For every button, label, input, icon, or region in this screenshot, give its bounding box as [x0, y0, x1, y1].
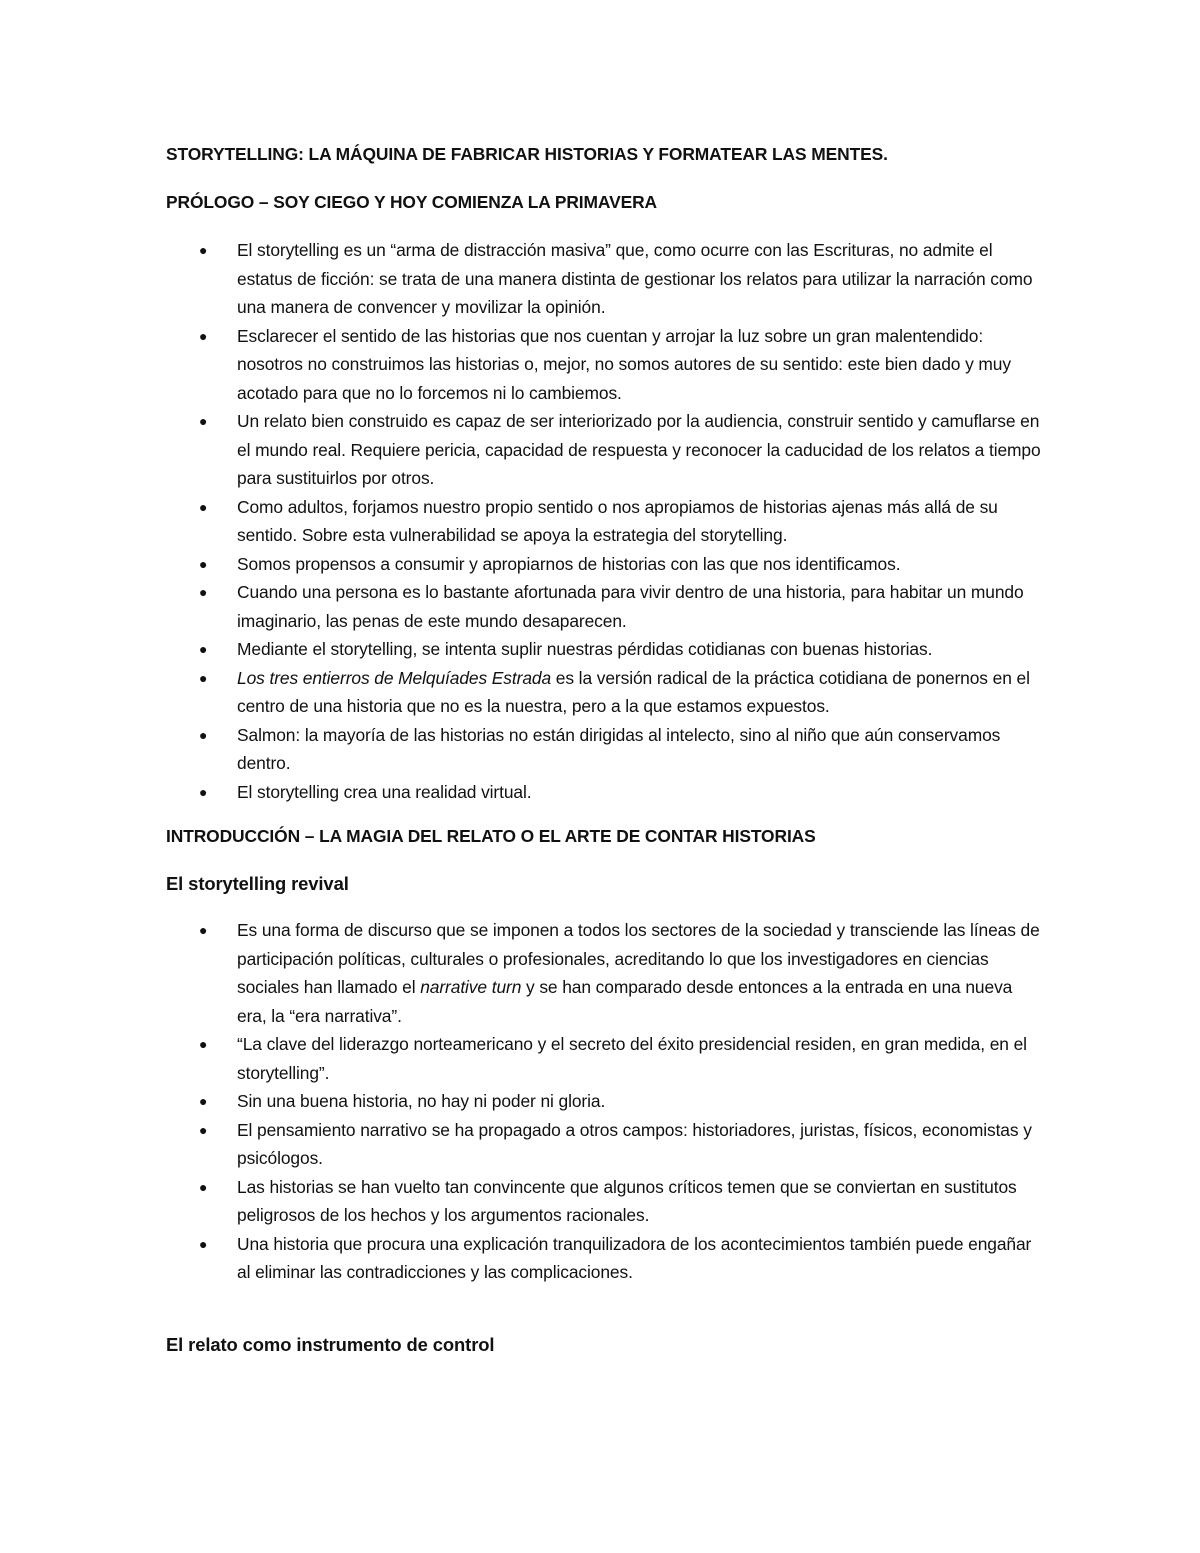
list-item-text: Cuando una persona es lo bastante afortunada para vivir dentro de una historia, para habitar un mundo imaginario, las penas de este mundo desaparecen.	[237, 582, 1024, 631]
prologue-bullet-list	[166, 236, 1046, 806]
bullet-icon: ●	[199, 413, 208, 429]
film-title: Los tres entierros de Melquíades Estrada	[237, 667, 552, 688]
list-item-text: El storytelling es un “arma de distracción masiva” que, como ocurre con las Escrituras, no admite el estatus de ficción: se trata de una manera distinta de gestionar los relatos para utilizar la narración como una manera de convencer y movilizar la opinión.	[237, 240, 1033, 317]
list-item	[166, 1116, 1046, 1173]
bullet-icon: ●	[199, 641, 208, 657]
list-item-text: Sin una buena historia, no hay ni poder ni gloria.	[237, 1091, 606, 1111]
list-item	[166, 322, 1046, 408]
document-title: STORYTELLING: LA MÁQUINA DE FABRICAR HISTORIAS Y FORMATEAR LAS MENTES.	[166, 144, 888, 164]
list-item	[166, 236, 1046, 322]
bullet-icon: ●	[199, 1178, 208, 1195]
document-page	[166, 140, 1046, 1377]
list-item	[166, 550, 1046, 579]
list-item-text: Esclarecer el sentido de las historias que nos cuentan y arrojar la luz sobre un gran malentendido: nosotros no construimos las historias o, mejor, no somos autores de su sentido: este bien dado y muy acotado para que no lo forcemos ni lo cambiemos.	[237, 325, 1011, 403]
list-item-text: El storytelling crea una realidad virtual.	[237, 781, 532, 802]
list-item-text: El pensamiento narrativo se ha propagado a otros campos: historiadores, juristas, físicos, economistas y psicólogos.	[237, 1119, 1032, 1168]
bullet-icon: ●	[199, 669, 208, 686]
list-item-text: y se han comparado desde entonces a la entrada en una nueva era, la “era narrativa”.	[237, 977, 1013, 1026]
control-subheading: El relato como instrumento de control	[166, 1333, 495, 1355]
bullet-icon: ●	[199, 584, 208, 600]
list-item-text: Salmon: la mayoría de las historias no están dirigidas al intelecto, sino al niño que aún conservamos dentro.	[237, 724, 1001, 773]
list-item	[166, 916, 1046, 1030]
bullet-icon: ●	[199, 726, 208, 743]
list-item	[166, 778, 1046, 807]
section-spacer	[166, 1303, 1046, 1331]
prologue-heading: PRÓLOGO – SOY CIEGO Y HOY COMIENZA LA PRIMAVERA	[166, 192, 658, 212]
bullet-icon: ●	[199, 327, 208, 344]
bullet-icon: ●	[199, 922, 208, 938]
storytelling-revival-subheading: El storytelling revival	[166, 873, 349, 894]
list-item-text: es la versión radical de la práctica cotidiana de ponernos en el centro de una historia que no es la nuestra, pero a la que estamos expuestos.	[237, 667, 1030, 716]
list-item	[166, 635, 1046, 664]
bullet-icon: ●	[199, 242, 208, 258]
bullet-icon: ●	[199, 783, 208, 800]
introduction-bullet-list	[166, 916, 1046, 1287]
introduction-heading: INTRODUCCIÓN – LA MAGIA DEL RELATO O EL ARTE DE CONTAR HISTORIAS	[166, 826, 816, 846]
list-item	[166, 493, 1046, 550]
list-item	[166, 1230, 1046, 1287]
bullet-icon: ●	[199, 1235, 208, 1252]
list-item-text: Mediante el storytelling, se intenta suplir nuestras pérdidas cotidianas con buenas historias.	[237, 639, 933, 659]
bullet-icon: ●	[199, 1121, 208, 1138]
bullet-icon: ●	[199, 1036, 208, 1052]
list-item-text: Es una forma de discurso que se imponen a todos los sectores de la sociedad y transciende las líneas de participación políticas, culturales o profesionales, acreditando lo que los investigadores en ciencias sociales han llamado el	[237, 920, 1040, 997]
list-item-text: Como adultos, forjamos nuestro propio sentido o nos apropiamos de historias ajenas más allá de su sentido. Sobre esta vulnerabilidad se apoya la estrategia del storytelling.	[237, 496, 998, 545]
bullet-icon: ●	[199, 1093, 208, 1109]
list-item	[166, 1030, 1046, 1087]
list-item	[166, 721, 1046, 778]
list-item	[166, 1173, 1046, 1230]
list-item	[166, 664, 1046, 721]
list-item-text: Las historias se han vuelto tan convincente que algunos críticos temen que se conviertan en sustitutos peligrosos de los hechos y los argumentos racionales.	[237, 1176, 1017, 1225]
list-item-text: Somos propensos a consumir y apropiarnos de historias con las que nos identificamos.	[237, 553, 901, 574]
list-item	[166, 407, 1046, 493]
list-item-text: Una historia que procura una explicación tranquilizadora de los acontecimientos también puede engañar al eliminar las contradicciones y las complicaciones.	[237, 1233, 1032, 1282]
narrative-turn-term: narrative turn	[420, 977, 522, 997]
list-item-text: Un relato bien construido es capaz de ser interiorizado por la audiencia, construir sentido y camuflarse en el mundo real. Requiere pericia, capacidad de respuesta y reconocer la caducidad de los relatos a tiempo para sustituirlos por otros.	[237, 411, 1041, 488]
bullet-icon: ●	[199, 555, 208, 572]
list-item-text: “La clave del liderazgo norteamericano y el secreto del éxito presidencial residen, en gran medida, en el storytelling”.	[237, 1034, 1027, 1083]
bullet-icon: ●	[199, 498, 208, 515]
list-item	[166, 1087, 1046, 1116]
list-item	[166, 578, 1046, 635]
